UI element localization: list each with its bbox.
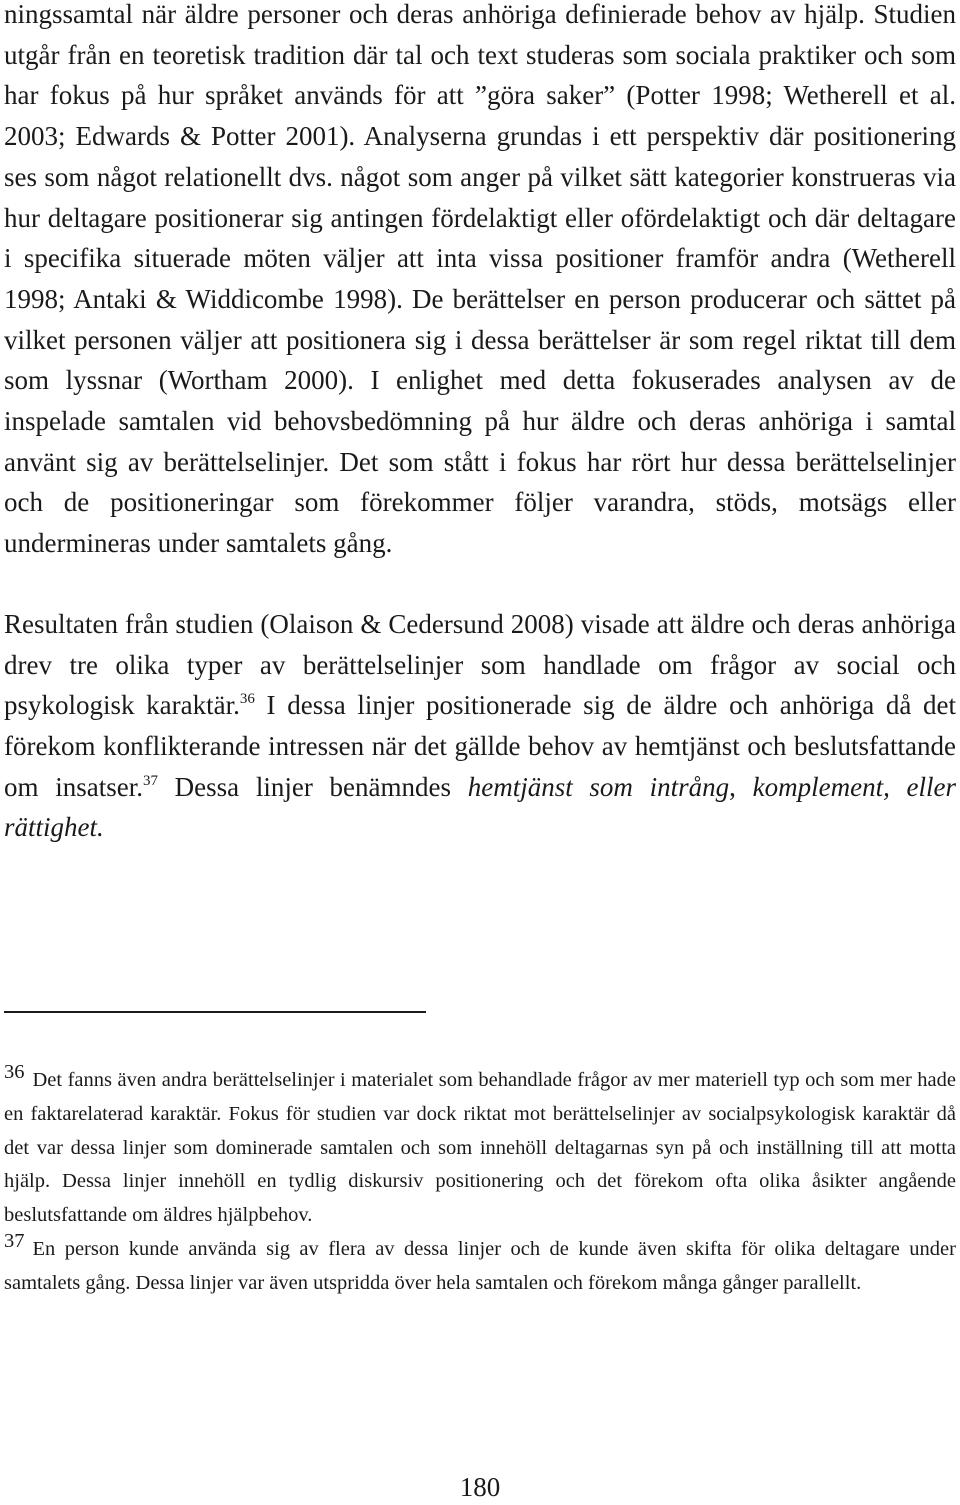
footnote-text: En person kunde använda sig av flera av dessa linjer och de kunde även skifta för olika deltagare under samtalets gång. Dessa linjer var även utspridda över hela samtalen och förekom många gånger parallellt. bbox=[4, 1237, 956, 1294]
paragraph-2-part-3: Dessa linjer benämndes bbox=[157, 771, 468, 802]
term-rattighet: eller rättighet. bbox=[4, 771, 957, 843]
footnote-36 bbox=[4, 1061, 956, 1233]
footnote-text: Det fanns även andra berättelselinjer i materialet som behandlade frågor av mer materiell typ och som mer hade en faktarelaterad karaktär. Fokus för studien var dock riktat mot berättelselinjer av socialpsykologisk karaktär då det var dessa linjer som dominerade samtalen och som innehöll deltagarnas syn på och inställning till att motta hjälp. Dessa linjer innehöll en tydlig diskursiv positionering och det förekom ofta olika åsikter angående beslutsfattande om äldres hjälpbehov. bbox=[4, 1069, 956, 1227]
paragraph-2-part-2: I dessa linjer positionerade sig de äldre och anhöriga då det förekom konflikterande intressen när det gällde behov av hemtjänst och beslutsfattande om insatser. bbox=[4, 690, 956, 802]
paragraph-2-part-1: Resultaten från studien (Olaison & Cedersund 2008) visade att äldre och deras anhöriga drev tre olika typer av berättelselinjer som handlade om frågor av social och psykologisk karaktär. bbox=[4, 608, 956, 721]
term-intrang: hemtjänst som intrång bbox=[467, 771, 730, 802]
footnote-ref-37[interactable]: 37 bbox=[142, 772, 158, 789]
separator-1: , bbox=[729, 771, 753, 802]
page-number: 180 bbox=[459, 1472, 501, 1502]
footnote-number: 37 bbox=[4, 1229, 25, 1252]
footnote-separator bbox=[4, 1011, 426, 1013]
paragraph-2 bbox=[4, 604, 956, 848]
footnotes bbox=[4, 1061, 956, 1301]
term-komplement: komplement bbox=[752, 771, 884, 802]
footnote-37 bbox=[4, 1229, 956, 1301]
paragraph-1: ningssamtal när äldre personer och deras anhöriga definierade behov av hjälp. Studien utgår från en teoretisk tradition där tal och text studeras som sociala praktiker och som har fokus på hur språket används för att ”göra saker” (Potter 1998; Wetherell et al. 2003; Edwards & Potter 2001). Analyserna grundas i ett perspektiv där positionering ses som något relationellt dvs. något som anger på vilket sätt kategorier konstrueras via hur deltagare positionerar sig antingen fördelaktigt eller ofördelaktigt och där deltagare i specifika situerade möten väljer att inta vissa positioner framför andra (Wetherell 1998; Antaki & Widdicombe 1998). De berättelser en person producerar och sättet på vilket personen väljer att positionera sig i dessa berättelser är som regel riktat till dem som lyssnar (Wortham 2000). I enlighet med detta fokuserades analysen av de inspelade samtalen vid behovsbedömning på hur äldre och deras anhöriga i samtal använt sig av berättelselinjer. Det som stått i fokus har rört hur dessa berättelselinjer och de positioneringar som förekommer följer varandra, stöds, motsägs eller undermineras under samtalets gång. bbox=[4, 0, 956, 559]
footnote-ref-36[interactable]: 36 bbox=[239, 691, 255, 708]
page-body bbox=[4, 0, 956, 848]
footnote-number: 36 bbox=[4, 1061, 25, 1083]
separator-2: , bbox=[883, 771, 907, 802]
